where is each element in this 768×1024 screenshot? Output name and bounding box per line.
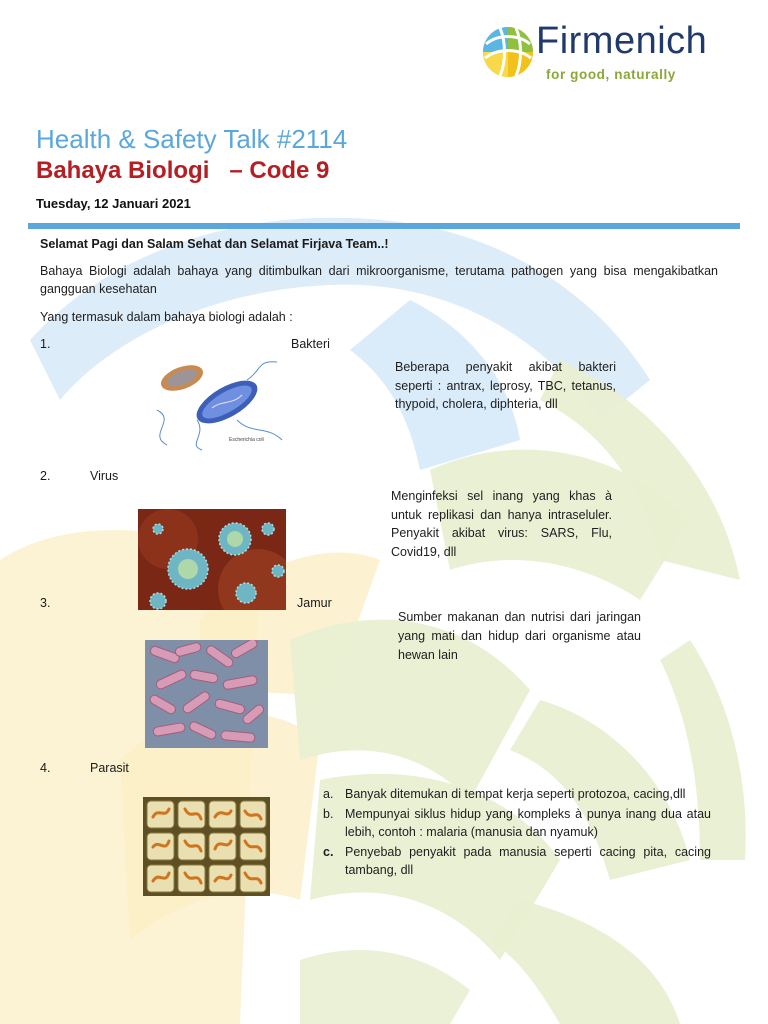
list-letter: b.	[323, 806, 334, 821]
page-subtitle: Bahaya Biologi – Code 9	[36, 157, 330, 184]
item-description-jamur: Sumber makanan dan nutrisi dari jaringan yang mati dan hidup dari organisme atau hewan lain	[398, 610, 641, 662]
list-item-text: Banyak ditemukan di tempat kerja seperti protozoa, cacing,dll	[345, 787, 686, 801]
item-description-virus: Menginfeksi sel inang yang khas à untuk replikasi dan hanya intraseluler. Penyakit akibat virus: SARS, Flu, Covid19, dll	[391, 489, 612, 559]
item-number: 1.	[40, 337, 51, 351]
header-divider	[28, 223, 740, 229]
item-name-parasit: Parasit	[90, 761, 129, 775]
item-number: 4.	[40, 761, 51, 775]
logo-wordmark: Firmenich	[536, 20, 708, 62]
page-title: Health & Safety Talk #2114	[36, 124, 348, 154]
item-number: 2.	[40, 469, 51, 483]
date-label: Tuesday, 12 Januari 2021	[36, 196, 191, 211]
list-lead-text: Yang termasuk dalam bahaya biologi adalah :	[40, 310, 293, 324]
parasite-points	[323, 785, 711, 881]
bacteria-illustration	[137, 350, 285, 453]
fungi-photo	[145, 640, 268, 748]
list-letter: c.	[323, 844, 334, 859]
list-letter: a.	[323, 787, 334, 801]
logo-tagline: for good, naturally	[546, 67, 676, 82]
item-name-virus: Virus	[90, 469, 119, 483]
intro-paragraph: Bahaya Biologi adalah bahaya yang ditimbulkan dari mikroorganisme, terutama pathogen yang bisa mengakibatkan gangguan kesehatan	[40, 264, 718, 296]
item-number: 3.	[40, 596, 51, 610]
bacteria-caption: Escherichia coli	[229, 437, 264, 443]
parasite-photo	[143, 797, 270, 896]
list-item-text: Penyebab penyakit pada manusia seperti cacing pita, cacing tambang, dll	[345, 844, 711, 877]
list-item	[323, 785, 711, 804]
item-description-bakteri: Beberapa penyakit akibat bakteri seperti : antrax, leprosy, TBC, tetanus, thypoid, cholera, diphteria, dll	[395, 360, 616, 411]
list-item	[323, 805, 711, 842]
virus-photo	[138, 509, 286, 610]
list-item	[323, 843, 711, 880]
list-item-text: Mempunyai siklus hidup yang kompleks à punya inang dua atau lebih, contoh : malaria (manusia dan nyamuk)	[345, 806, 711, 839]
item-name-bakteri: Bakteri	[291, 337, 330, 351]
greeting-text: Selamat Pagi dan Salam Sehat dan Selamat Firjava Team..!	[40, 237, 389, 251]
item-name-jamur: Jamur	[297, 596, 332, 610]
